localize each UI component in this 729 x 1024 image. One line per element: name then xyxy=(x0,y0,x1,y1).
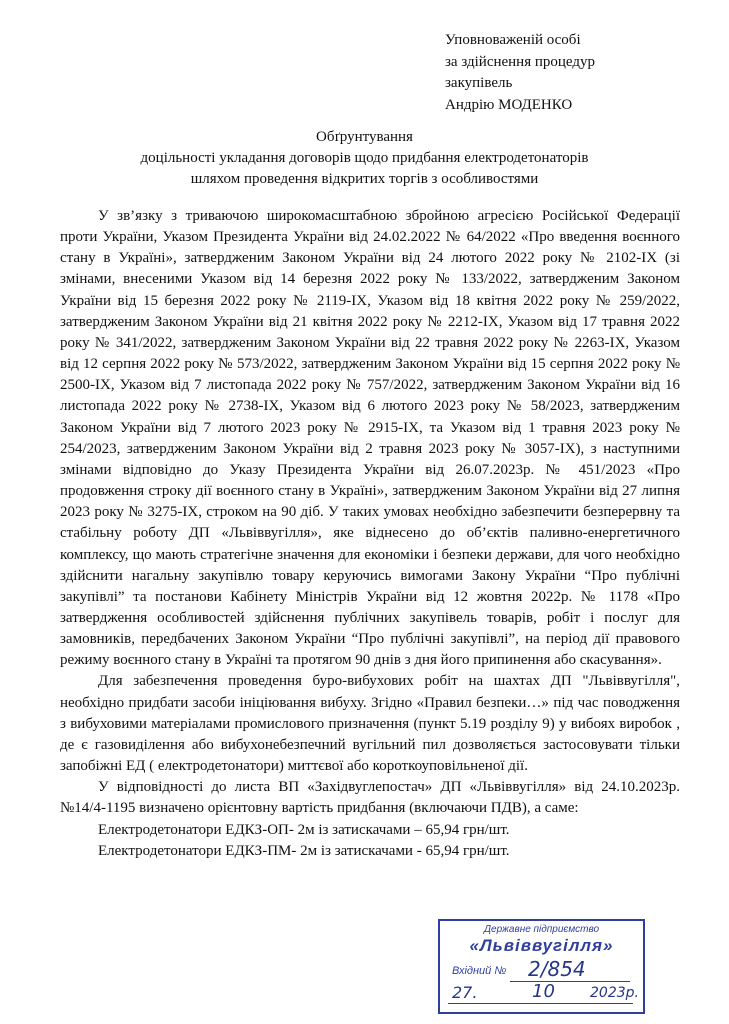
stamp-date-year: 2023р. xyxy=(590,985,639,1001)
stamp-date-underline xyxy=(448,1003,633,1004)
document-body xyxy=(60,206,680,862)
addressee-name: Андрію МОДЕНКО xyxy=(445,96,573,113)
price-item: Електродетонатори ЕДКЗ-ОП- 2м із затискачами – 65,94 грн/шт. xyxy=(98,821,510,838)
price-item: Електродетонатори ЕДКЗ-ПМ- 2м із затискачами - 65,94 грн/шт. xyxy=(98,842,510,859)
stamp-number-underline xyxy=(510,981,630,982)
document-title xyxy=(60,127,669,190)
addressee-line: за здійснення процедур xyxy=(445,53,596,70)
paragraph-martial-law: У зв’язку з триваючою широкомасштабною збройною агресією Російської Федерації проти України, Указом Президента України від 24.02.2022 № 64/2022 «Про введення воєнного стану в Україні», затвердженим Законом України від 24 лютого 2022 року № 2102-IX (зі змінами, внесеними Указом від 14 березня 2022 року № 133/2022, затвердженим Законом України від 15 березня 2022 року № 2119-IX, Указом від 18 квітня 2022 року № 259/2022, затвердженим Законом України від 21 квітня 2022 року № 2212-IX, Указом від 17 травня 2022 року № 341/2022, затвердженим Законом України від 22 травня 2022 року № 2263-IX, Указом від 12 серпня 2022 року № 573/2022, затвердженим Законом України від 15 серпня 2022 року № 2500-IX, Указом від 7 листопада 2022 року № 757/2022, затвердженим Законом України від 16 листопада 2022 року № 2738-IX, Указом від 6 лютого 2023 року № 58/2023, затвердженим Законом України від 7 лютого 2023 року № 2915-IX, та Указом від 1 травня 2023 року № 254/2023, затвердженим Законом України від 2 травня 2023 року № 3057-IX), з наступними змінами відповідно до Указу Президента України від 26.07.2023р. № 451/2023 «Про продовження строку дії воєнного стану в Україні», затвердженим Законом України від 27 липня 2023 року № 3275-IX, строком на 90 діб. У таких умовах необхідно забезпечити безперервну та стабільну роботу ДП «Львіввугілля», яке віднесено до об’єктів паливно-енергетичного комплексу, що мають стратегічне значення для економіки і безпеки держави, для чого необхідно здійснити нагальну закупівлю товару керуючись вимогами Закону України “Про публічні закупівлі” та постанови Кабінету Міністрів України від 12 жовтня 2022р. № 1178 «Про затвердження особливостей здійснення публічних закупівель товарів, робіт і послуг для замовників, передбачених Законом України “Про публічні закупівлі”, на період дії правового режиму воєнного стану в Україні та протягом 90 днів з дня його припинення або скасування». xyxy=(60,208,680,669)
stamp-header: Державне підприємство xyxy=(483,924,600,935)
stamp-company-name: «Львіввугілля» xyxy=(469,936,614,955)
title-line: шляхом проведення відкритих торгів з особливостями xyxy=(190,171,539,187)
stamp-incoming-number: 2/854 xyxy=(528,957,586,981)
addressee-line: закупівель xyxy=(445,75,513,91)
paragraph-blasting: Для забезпечення проведення буро-вибухових робіт на шахтах ДП "Львіввугілля", необхідно придбати засоби ініціювання вибуху. Згідно «Правил безпеки…» під час поводження з вибуховими матеріалами промислового призначення (пункт 5.19 розділу 9) у вибоях виробок , де є газовиділення або вибухонебезпечний вугільний пил дозволяється застосовувати тільки запобіжні ЕД ( електродетонатори) миттєвої або короткоуповільненої дії. xyxy=(60,673,680,775)
stamp-incoming-label: Вхідний № xyxy=(452,965,507,977)
addressee-line: Уповноваженій особі xyxy=(445,32,581,48)
registration-stamp xyxy=(438,919,645,1014)
title-line: Обґрунтування xyxy=(316,129,413,145)
stamp-date-day: 27. xyxy=(452,983,478,1002)
stamp-date-month: 10 xyxy=(532,981,555,1002)
title-line: доцільності укладання договорів щодо придбання електродетонаторів xyxy=(140,150,589,166)
paragraph-price-basis: У відповідності до листа ВП «Західвуглепостач» ДП «Львіввугілля» від 24.10.2023р. №14/4-1195 визначено орієнтовну вартість придбання (включаючи ПДВ), а саме: xyxy=(60,779,680,817)
addressee-block xyxy=(445,30,595,116)
